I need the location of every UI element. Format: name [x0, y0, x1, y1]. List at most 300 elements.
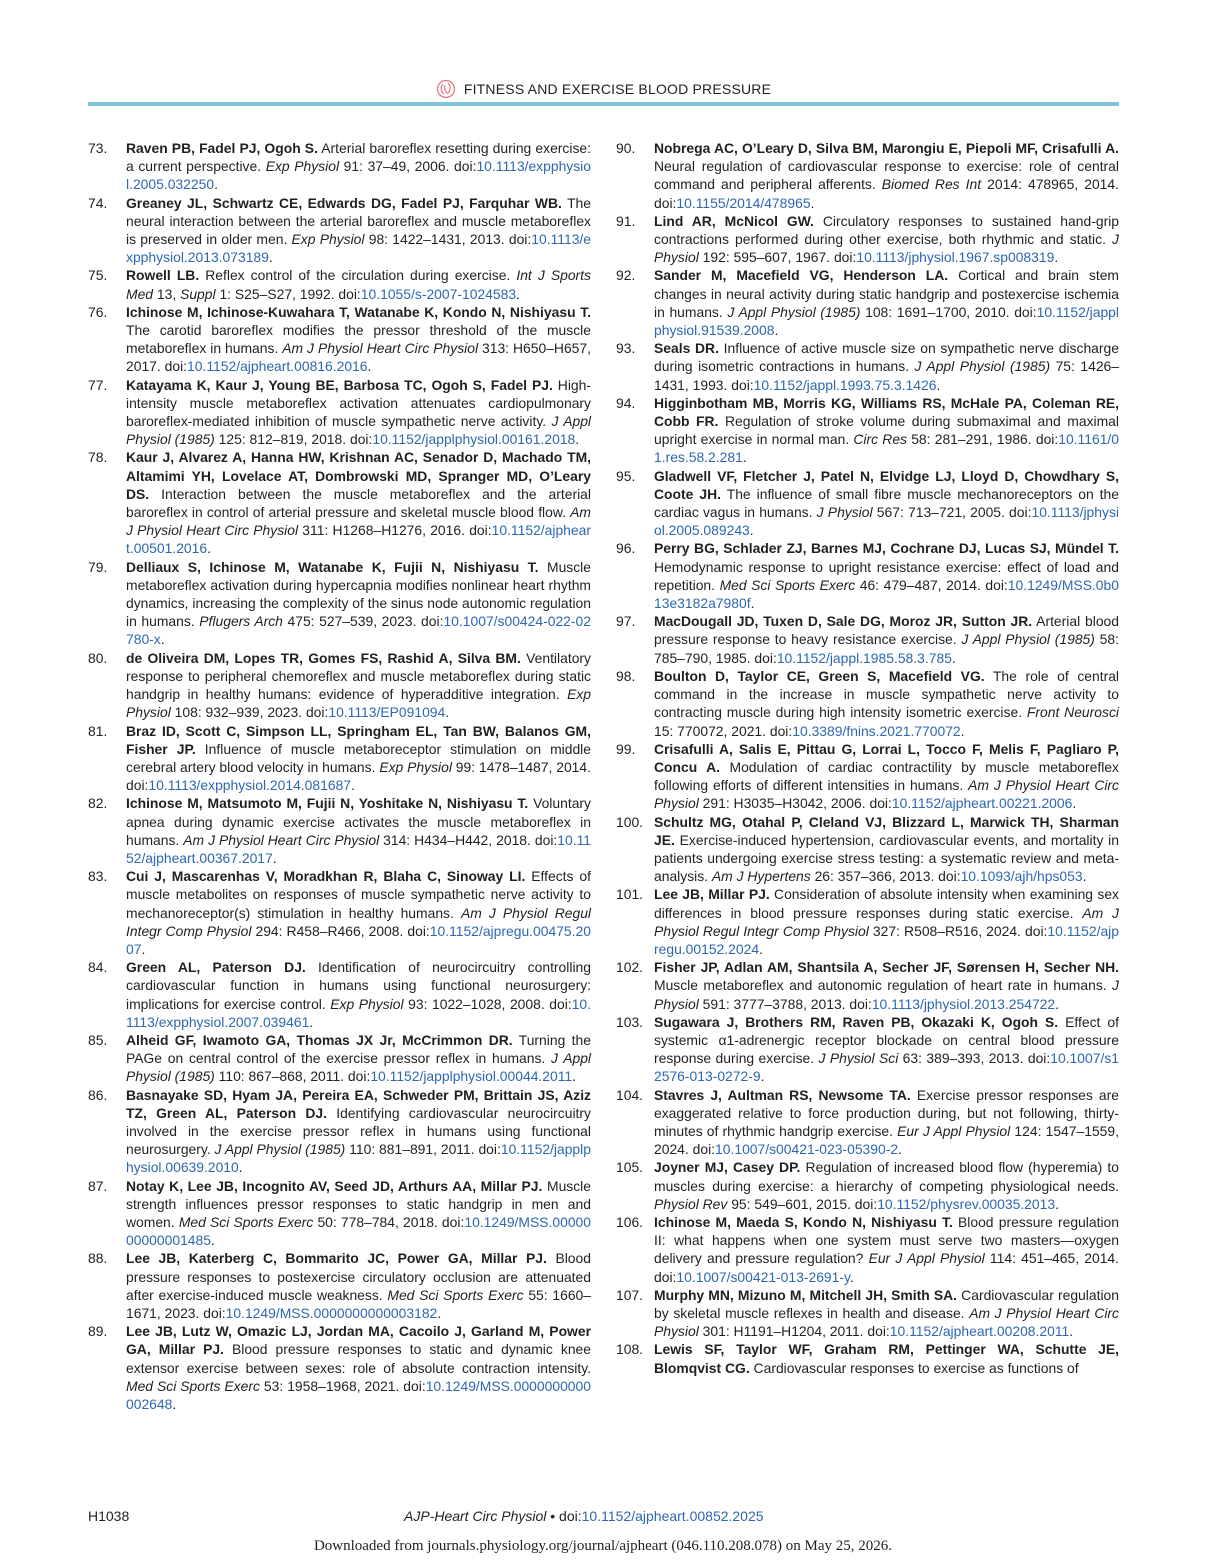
reference-journal: J Physiol Sci: [818, 1050, 899, 1067]
reference-text: [654, 212, 1119, 267]
reference-title: Consideration of absolute intensity when examining sex differences in blood pressure responses during static exercise.: [654, 886, 1119, 921]
journal-logo-icon: [436, 79, 456, 99]
reference-citation: 53: 1958–1968, 2021. doi:: [259, 1377, 426, 1394]
reference-item: [88, 1322, 591, 1413]
reference-title: Influence of active muscle size on sympathetic nerve discharge during isometric contractions in humans.: [654, 340, 1119, 375]
reference-number: 81.: [88, 722, 108, 739]
reference-number: 89.: [88, 1323, 108, 1340]
reference-authors: Green AL, Paterson DJ.: [126, 959, 306, 976]
reference-journal: J Physiol: [816, 504, 873, 521]
reference-end: .: [810, 194, 815, 211]
reference-end: .: [516, 285, 520, 302]
reference-title: Cardiovascular regulation by skeletal muscle reflexes in health and disease.: [654, 1286, 1119, 1321]
reference-doi-link[interactable]: 10.1152/japplphysiol.00161.2018: [372, 431, 576, 448]
reference-journal: Eur J Appl Physiol: [868, 1250, 985, 1267]
reference-citation: 124: 1547–1559, 2024. doi:: [654, 1122, 1119, 1158]
reference-journal: Circ Res: [853, 431, 907, 448]
reference-item: [616, 1086, 1119, 1159]
reference-journal: Exp Physiol: [330, 995, 404, 1012]
reference-end: .: [160, 631, 165, 648]
reference-number: 101.: [616, 886, 644, 903]
reference-authors: Katayama K, Kaur J, Young BE, Barbosa TC, Ogoh S, Fadel PJ.: [126, 376, 553, 393]
reference-title: Regulation of increased blood flow (hyperemia) to muscles during exercise: a hierarchy of competing physiological needs.: [654, 1159, 1119, 1194]
reference-item: [616, 394, 1119, 467]
reference-authors: Sander M, Macefield VG, Henderson LA.: [654, 267, 949, 284]
reference-text: [126, 649, 591, 722]
reference-end: .: [951, 649, 956, 666]
reference-authors: Basnayake SD, Hyam JA, Pereira EA, Schweder PM, Brittain JS, Aziz TZ, Green AL, Paterson DJ.: [126, 1086, 591, 1121]
reference-number: 106.: [616, 1213, 644, 1230]
reference-doi-link[interactable]: 10.1152/ajpheart.00816.2016: [187, 358, 368, 375]
reference-item: [616, 1158, 1119, 1213]
reference-authors: Sugawara J, Brothers RM, Raven PB, Okazaki K, Ogoh S.: [654, 1013, 1059, 1030]
reference-item: [616, 266, 1119, 339]
reference-item: [88, 558, 591, 649]
footer-separator: • doi:: [546, 1508, 582, 1524]
reference-authors: Ichinose M, Maeda S, Kondo N, Nishiyasu T.: [654, 1213, 953, 1230]
reference-citation: 110: 867–868, 2011. doi:: [214, 1068, 371, 1085]
reference-doi-link[interactable]: 10.1152/japplphysiol.91539.2008: [654, 303, 1119, 339]
reference-text: [126, 266, 591, 302]
reference-end: .: [1082, 868, 1087, 885]
reference-number: 103.: [616, 1013, 644, 1030]
reference-doi-link[interactable]: 10.1152/jappl.1985.58.3.785: [776, 649, 952, 666]
reference-text: [126, 1086, 591, 1177]
reference-end: .: [572, 1068, 577, 1085]
reference-doi-link[interactable]: 10.1152/physrev.00035.2013: [877, 1195, 1056, 1212]
reference-text: [654, 740, 1119, 813]
reference-authors: Perry BG, Schlader ZJ, Barnes MJ, Cochrane DJ, Lucas SJ, Mündel T.: [654, 540, 1119, 557]
reference-item: [616, 1340, 1119, 1376]
reference-journal: Biomed Res Int: [881, 176, 982, 193]
reference-title: High-intensity muscle metaboreflex activation attenuates cardiopulmonary baroreflex-mediated inhibition of muscle sympathetic nerve activity.: [126, 376, 591, 430]
reference-end: .: [760, 1068, 765, 1085]
reference-authors: Stavres J, Aultman RS, Newsome TA.: [654, 1086, 911, 1103]
reference-journal: Int J Sports Med: [126, 267, 591, 302]
reference-citation: 327: R508–R516, 2024. doi:: [868, 922, 1048, 939]
reference-number: 87.: [88, 1177, 108, 1194]
reference-item: [88, 1031, 591, 1086]
reference-journal: J Physiol: [654, 977, 1119, 1012]
reference-journal: J Appl Physiol (1985): [214, 1141, 346, 1158]
reference-citation: 591: 3777–3788, 2013. doi:: [698, 995, 872, 1012]
reference-doi-link[interactable]: 10.1249/MSS.0000000000001485: [126, 1213, 592, 1249]
reference-text: [654, 1086, 1119, 1159]
reference-end: .: [272, 849, 277, 866]
reference-citation: 93: 1022–1028, 2008. doi:: [403, 995, 572, 1012]
reference-number: 86.: [88, 1086, 108, 1103]
reference-doi-link[interactable]: 10.1007/s00421-013-2691-y: [676, 1268, 850, 1285]
reference-citation: 314: H434–H442, 2018. doi:: [379, 831, 558, 848]
reference-doi-link[interactable]: 10.1249/MSS.0000000000003182: [225, 1305, 438, 1321]
reference-citation: 95: 549–601, 2015. doi:: [727, 1195, 878, 1212]
reference-end: .: [1072, 795, 1077, 812]
reference-item: [88, 794, 591, 867]
reference-text: [126, 958, 591, 1031]
reference-journal: Am J Hypertens: [711, 868, 811, 885]
reference-item: [616, 467, 1119, 540]
reference-number: 80.: [88, 649, 108, 666]
reference-title: Reflex control of the circulation during exercise.: [199, 267, 517, 284]
reference-end: .: [1055, 1195, 1059, 1212]
reference-title: Interaction between the muscle metaboreflex and the arterial baroreflex in control of arterial pressure and skeletal muscle blood flow.: [126, 485, 591, 521]
download-notice: Downloaded from journals.physiology.org/journal/ajpheart (046.110.208.078) on May 25, 2026.: [313, 1538, 893, 1554]
reference-item: [616, 1013, 1119, 1086]
reference-journal: Exp Physiol: [291, 231, 365, 248]
reference-title: Blood pressure responses to static and dynamic knee extensor exercise between sexes: role of absolute contraction intensity.: [126, 1341, 591, 1376]
reference-number: 88.: [88, 1250, 108, 1267]
reference-item: [88, 266, 591, 302]
reference-number: 92.: [616, 267, 636, 284]
reference-title: Arterial blood pressure response to heavy resistance exercise.: [654, 613, 1119, 648]
reference-text: [654, 266, 1119, 339]
reference-text: [654, 139, 1119, 212]
reference-authors: Boulton D, Taylor CE, Green S, Macefield VG.: [654, 667, 985, 684]
reference-title: Muscle strength influences pressor responses to static handgrip in men and women.: [126, 1177, 591, 1230]
reference-text: [654, 1158, 1119, 1213]
reference-end: .: [849, 1268, 854, 1285]
reference-item: [616, 339, 1119, 394]
reference-citation: 2014: 478965, 2014. doi:: [654, 176, 1119, 211]
reference-citation: 63: 389–393, 2013. doi:: [898, 1050, 1051, 1067]
reference-item: [616, 539, 1119, 612]
reference-end: .: [759, 940, 763, 957]
reference-citation: 294: R458–R466, 2008. doi:: [251, 922, 430, 939]
reference-text: [654, 612, 1119, 667]
reference-doi-link[interactable]: 10.1113/jphysiol.1967.sp008319: [856, 249, 1055, 266]
reference-text: [126, 303, 591, 376]
reference-title: The neural interaction between the arterial baroreflex and muscle metaboreflex is preserved in older men.: [126, 194, 592, 248]
reference-journal: Front Neurosci: [1026, 704, 1119, 721]
reference-number: 85.: [88, 1031, 108, 1048]
reference-end: .: [1069, 1323, 1074, 1340]
reference-item: [88, 303, 591, 376]
reference-journal: Am J Physiol Regul Integr Comp Physiol: [126, 904, 592, 939]
reference-doi-link[interactable]: 10.1152/ajpregu.00475.2007: [126, 922, 591, 957]
reference-citation-cont: 1: S25–S27, 1992. doi:: [215, 285, 361, 302]
reference-title: Circulatory responses to sustained hand-grip contractions performed during other exercise, both rhythmic and static.: [654, 212, 1119, 248]
reference-text: [126, 722, 591, 795]
reference-text: [654, 1213, 1119, 1286]
reference-end: .: [214, 176, 218, 193]
reference-doi-link[interactable]: 10.1113/expphysiol.2007.039461: [126, 995, 591, 1030]
reference-citation: 50: 778–784, 2018. doi:: [313, 1213, 465, 1230]
reference-text: [126, 448, 591, 557]
reference-doi-link[interactable]: 10.1113/expphysiol.2014.081687: [148, 777, 352, 794]
reference-authors: Fisher JP, Adlan AM, Shantsila A, Secher JF, Sørensen H, Secher NH.: [654, 959, 1119, 976]
reference-text: [126, 1249, 591, 1322]
reference-text: [654, 958, 1119, 1013]
reference-title: Regulation of stroke volume during submaximal and maximal upright exercise in normal man.: [654, 413, 1119, 448]
reference-authors: MacDougall JD, Tuxen D, Sale DG, Moroz JR, Sutton JR.: [654, 613, 1033, 630]
reference-doi-link[interactable]: 10.1161/01.res.58.2.281: [654, 431, 1119, 466]
reference-end: .: [210, 1232, 215, 1249]
reference-doi-link[interactable]: 10.1093/ajh/hps053: [960, 868, 1083, 885]
reference-item: [616, 958, 1119, 1013]
reference-text: [654, 1340, 1119, 1376]
reference-title: Cardiovascular responses to exercise as functions of: [749, 1359, 1079, 1376]
reference-journal: Exp Physiol: [379, 758, 452, 775]
reference-doi-link[interactable]: 10.1113/jphysiol.2005.089243: [654, 504, 1119, 539]
reference-end: .: [750, 595, 755, 612]
reference-title: Turning the PAGe on central control of the exercise pressor reflex in humans.: [126, 1031, 591, 1067]
reference-item: [88, 448, 591, 557]
reference-doi-link[interactable]: 10.1152/ajpheart.00208.2011: [889, 1323, 1070, 1340]
reference-doi-link[interactable]: 10.1007/s00424-022-02780-x: [126, 613, 591, 648]
reference-journal: Am J Physiol Heart Circ Physiol: [282, 340, 479, 357]
reference-number: 73.: [88, 140, 108, 156]
reference-title: The role of central command in the increase in muscle sympathetic nerve activity to contracting muscle during high intensity isometric exercise.: [654, 667, 1120, 721]
reference-doi-link[interactable]: 10.1152/ajpheart.00367.2017: [126, 831, 591, 866]
reference-doi-link[interactable]: 10.3389/fnins.2021.770072: [792, 722, 961, 739]
reference-citation: 192: 595–607, 1967. doi:: [698, 249, 857, 266]
reference-citation: 46: 479–487, 2014. doi:: [855, 576, 1008, 593]
reference-citation: 55: 1660–1671, 2023. doi:: [126, 1286, 591, 1321]
reference-number: 91.: [616, 212, 636, 229]
reference-number: 100.: [616, 813, 644, 830]
reference-authors: Notay K, Lee JB, Incognito AV, Seed JD, Arthurs AA, Millar PJ.: [126, 1177, 543, 1194]
reference-title: Exercise-induced hypertension, cardiovascular events, and mortality in patients undergoing exercise stress testing: a systematic review and meta-analysis.: [654, 831, 1119, 885]
reference-doi-link[interactable]: 10.1152/jappl.1993.75.3.1426: [753, 376, 937, 393]
reference-citation: 13,: [153, 285, 181, 302]
reference-journal: Am J Physiol Heart Circ Physiol: [126, 504, 591, 539]
reference-number: 82.: [88, 795, 108, 812]
reference-title: Exercise pressor responses are exaggerated relative to force production during, but not following, thirty-minutes of rhythmic handgrip exercise.: [654, 1086, 1119, 1139]
reference-doi-link[interactable]: 10.1152/japplphysiol.00044.2011: [370, 1068, 573, 1085]
reference-number: 107.: [616, 1286, 644, 1303]
reference-number: 93.: [616, 340, 636, 357]
reference-doi-link[interactable]: 10.1113/expphysiol.2005.032250: [126, 158, 591, 193]
reference-doi-link[interactable]: 10.1113/expphysiol.2013.073189: [126, 231, 591, 266]
reference-citation: 301: H1191–H1204, 2011. doi:: [698, 1323, 890, 1340]
reference-authors: Lee JB, Lutz W, Omazic LJ, Jordan MA, Cacoilo J, Garland M, Power GA, Millar PJ.: [126, 1323, 591, 1358]
reference-citation: 110: 881–891, 2011. doi:: [345, 1141, 501, 1158]
header-title: FITNESS AND EXERCISE BLOOD PRESSURE: [463, 81, 772, 97]
reference-citation: 99: 1478–1487, 2014. doi:: [126, 758, 591, 794]
reference-citation: 15: 770072, 2021. doi:: [654, 722, 793, 739]
reference-number: 76.: [88, 303, 108, 320]
reference-item: [88, 867, 591, 958]
reference-text: [654, 885, 1119, 958]
reference-number: 79.: [88, 558, 108, 575]
reference-journal: J Physiol: [654, 231, 1119, 266]
reference-doi-link[interactable]: 10.1007/s12576-013-0272-9: [654, 1050, 1119, 1085]
reference-journal: Am J Physiol Regul Integr Comp Physiol: [654, 904, 1119, 939]
reference-title: Muscle metaboreflex activation during hypercapnia modifies nonlinear heart rhythm dynamics, increasing the complexity of the sinus node autonomic regulation in humans.: [126, 558, 591, 630]
reference-doi-link[interactable]: 10.1152/japplphysiol.00639.2010: [126, 1141, 591, 1176]
reference-end: .: [309, 1013, 314, 1030]
reference-text: [654, 667, 1119, 740]
reference-authors: Schultz MG, Otahal P, Cleland VJ, Blizzard L, Marwick TH, Sharman JE.: [654, 813, 1119, 848]
reference-title: Hemodynamic response to upright resistance exercise: effect of load and repetition.: [654, 558, 1119, 593]
reference-authors: Lee JB, Millar PJ.: [654, 886, 770, 903]
reference-citation: 567: 713–721, 2005. doi:: [872, 504, 1032, 521]
reference-supplement: Suppl: [180, 285, 216, 302]
reference-item: [88, 649, 591, 722]
reference-item: [88, 1086, 591, 1177]
reference-title: Effects of muscle metabolites on responses of muscle sympathetic nerve activity to mechanoreceptor(s) stimulation in healthy humans.: [126, 868, 591, 921]
reference-end: .: [172, 1396, 177, 1413]
reference-title: Influence of muscle metaboreceptor stimulation on middle cerebral artery blood velocity in humans.: [126, 740, 591, 775]
reference-item: [616, 139, 1119, 212]
reference-text: [654, 339, 1119, 394]
reference-title: The carotid baroreflex modifies the pressor threshold of the muscle metaboreflex in humans.: [126, 322, 591, 357]
reference-citation: 291: H3035–H3042, 2006. doi:: [698, 795, 892, 812]
reference-journal: Med Sci Sports Exerc: [387, 1286, 524, 1303]
reference-citation: 108: 932–939, 2023. doi:: [170, 704, 329, 721]
reference-text: [654, 539, 1119, 612]
reference-authors: Cui J, Mascarenhas V, Moradkhan R, Blaha C, Sinoway LI.: [126, 868, 526, 885]
reference-text: [126, 376, 591, 449]
reference-number: 102.: [616, 959, 644, 976]
reference-journal: Eur J Appl Physiol: [897, 1122, 1011, 1139]
reference-doi-link[interactable]: 10.1113/jphysiol.2013.254722: [871, 995, 1056, 1012]
reference-journal: J Appl Physiol (1985): [126, 1050, 592, 1085]
reference-authors: Murphy MN, Mizuno M, Mitchell JH, Smith SA.: [654, 1286, 958, 1303]
reference-number: 95.: [616, 467, 636, 484]
reference-doi-link[interactable]: 10.1152/ajpregu.00152.2024: [654, 922, 1119, 957]
reference-item: [616, 612, 1119, 667]
reference-title: Blood pressure regulation II: what happens when one system must serve two masters—oxygen delivery and pressure regulation?: [654, 1213, 1119, 1267]
reference-number: 96.: [616, 540, 636, 557]
reference-number: 99.: [616, 740, 636, 757]
reference-journal: Am J Physiol Heart Circ Physiol: [654, 1305, 1120, 1340]
reference-title: Blood pressure responses to postexercise circulatory occlusion are attenuated after exercise-induced muscle weakness.: [126, 1250, 591, 1303]
reference-doi-link[interactable]: 10.1152/ajpheart.00221.2006: [891, 795, 1073, 812]
reference-title: Voluntary apnea during dynamic exercise activates the muscle metaboreflex in humans.: [126, 795, 591, 848]
reference-journal: Med Sci Sports Exerc: [178, 1213, 314, 1230]
page-number: H1038: [88, 1508, 130, 1524]
reference-authors: Nobrega AC, O’Leary D, Silva BM, Marongiu E, Piepoli MF, Crisafulli A.: [654, 140, 1119, 156]
reference-title: Muscle metaboreflex and autonomic regulation of heart rate in humans.: [654, 977, 1113, 994]
reference-journal: J Appl Physiol (1985): [914, 358, 1051, 375]
reference-citation: 313: H650–H657, 2017. doi:: [126, 340, 591, 375]
reference-end: .: [445, 704, 450, 721]
reference-journal: J Appl Physiol (1985): [126, 413, 592, 448]
reference-journal: J Appl Physiol (1985): [727, 303, 861, 320]
reference-text: [654, 394, 1119, 467]
reference-end: .: [575, 431, 580, 448]
reference-authors: Braz ID, Scott C, Simpson LL, Springham EL, Tan BW, Balanos GM, Fisher JP.: [126, 722, 591, 757]
reference-doi-link[interactable]: 10.1155/2014/478965: [676, 194, 811, 211]
reference-end: .: [1055, 995, 1059, 1012]
reference-end: .: [960, 722, 965, 739]
reference-end: .: [1054, 249, 1059, 266]
reference-item: [88, 376, 591, 449]
reference-number: 97.: [616, 613, 636, 630]
reference-text: [126, 867, 591, 958]
reference-journal: Exp Physiol: [265, 158, 340, 175]
reference-number: 83.: [88, 868, 108, 885]
reference-text: [126, 1322, 591, 1413]
reference-text: [126, 1031, 591, 1086]
reference-text: [654, 1286, 1119, 1341]
reference-end: .: [742, 449, 747, 466]
references-right-column: [616, 139, 1119, 1377]
reference-title: Cortical and brain stem changes in neural activity during static handgrip and postexercise ischemia in humans.: [654, 267, 1120, 320]
reference-citation: 58: 281–291, 1986. doi:: [907, 431, 1059, 448]
reference-text: [654, 813, 1119, 886]
reference-journal: Am J Physiol Heart Circ Physiol: [183, 831, 380, 848]
reference-item: [616, 740, 1119, 813]
reference-number: 84.: [88, 959, 108, 976]
running-header: [88, 76, 1119, 102]
reference-citation: 26: 357–366, 2013. doi:: [810, 868, 961, 885]
reference-authors: Lee JB, Katerberg C, Bommarito JC, Power GA, Millar PJ.: [126, 1250, 547, 1267]
reference-end: .: [749, 522, 754, 539]
reference-title: Modulation of cardiac contractility by muscle metaboreflex following efforts of different intensities in humans.: [654, 758, 1119, 794]
reference-authors: Alheid GF, Iwamoto GA, Thomas JX Jr, McCrimmon DR.: [126, 1031, 513, 1048]
reference-number: 94.: [616, 394, 636, 411]
reference-authors: Higginbotham MB, Morris KG, Williams RS, McHale PA, Coleman RE, Cobb FR.: [654, 394, 1119, 430]
reference-number: 78.: [88, 449, 108, 466]
reference-title: The influence of small fibre muscle mechanoreceptors on the cardiac vagus in humans.: [654, 485, 1119, 521]
reference-item: [88, 1177, 591, 1250]
reference-authors: Lewis SF, Taylor WF, Graham RM, Pettinger WA, Schutte JE, Blomqvist CG.: [654, 1341, 1119, 1376]
reference-journal: Med Sci Sports Exerc: [719, 576, 856, 593]
reference-doi-link[interactable]: 10.1113/EP091094: [328, 704, 446, 721]
reference-item: [616, 667, 1119, 740]
reference-title: Ventilatory response to peripheral chemoreflex and muscle metaboreflex during static handgrip in healthy humans: evidence of hyperadditive integration.: [126, 649, 591, 703]
reference-authors: Joyner MJ, Casey DP.: [654, 1159, 801, 1176]
reference-text: [654, 1013, 1119, 1086]
reference-end: .: [207, 540, 211, 557]
reference-authors: Gladwell VF, Fletcher J, Patel N, Elvidge LJ, Lloyd D, Chowdhary S, Coote JH.: [654, 467, 1119, 502]
reference-end: .: [351, 777, 355, 794]
reference-citation: 311: H1268–H1276, 2016. doi:: [298, 522, 492, 539]
reference-number: 90.: [616, 140, 636, 156]
footer-citation: [404, 1508, 764, 1524]
reference-journal: Exp Physiol: [126, 686, 591, 721]
reference-citation: 475: 527–539, 2023. doi:: [282, 613, 444, 630]
header-rule: [88, 102, 1119, 106]
reference-number: 77.: [88, 376, 108, 393]
reference-citation: 125: 812–819, 2018. doi:: [214, 431, 373, 448]
reference-number: 104.: [616, 1086, 644, 1103]
reference-authors: Lind AR, McNicol GW.: [654, 212, 814, 229]
reference-text: [126, 794, 591, 867]
reference-number: 74.: [88, 194, 108, 211]
reference-text: [126, 558, 591, 649]
reference-citation: 91: 37–49, 2006. doi:: [339, 158, 477, 175]
reference-item: [616, 1213, 1119, 1286]
reference-journal: Pflugers Arch: [199, 613, 283, 630]
reference-doi-link[interactable]: 10.1152/ajpheart.00501.2016: [126, 522, 591, 557]
footer-doi-link[interactable]: 10.1152/ajpheart.00852.2025: [581, 1508, 764, 1524]
reference-end: .: [268, 249, 273, 266]
reference-authors: Seals DR.: [654, 340, 719, 357]
reference-number: 75.: [88, 267, 108, 284]
reference-text: [126, 194, 591, 267]
reference-journal: Am J Physiol Heart Circ Physiol: [654, 777, 1120, 812]
reference-title: Identification of neurocircuitry controlling cardiovascular function in humans using functional neurosurgery: implications for exercise control.: [126, 959, 591, 1012]
reference-text: [126, 1177, 591, 1250]
reference-citation: 108: 1691–1700, 2010. doi:: [860, 303, 1037, 320]
reference-citation: 98: 1422–1431, 2013. doi:: [364, 231, 532, 248]
reference-text: [126, 139, 591, 194]
reference-authors: Raven PB, Fadel PJ, Ogoh S.: [126, 140, 318, 156]
reference-item: [88, 194, 591, 267]
reference-doi-link[interactable]: 10.1055/s-2007-1024583: [360, 285, 517, 302]
reference-end: .: [774, 322, 779, 339]
reference-end: .: [238, 1159, 243, 1176]
reference-doi-link[interactable]: 10.1249/MSS.0b013e3182a7980f: [654, 576, 1119, 612]
reference-doi-link[interactable]: 10.1007/s00421-023-05390-2: [715, 1141, 899, 1158]
reference-item: [616, 885, 1119, 958]
reference-doi-link[interactable]: 10.1249/MSS.0000000000002648: [126, 1377, 591, 1413]
reference-title: Arterial baroreflex resetting during exercise: a current perspective.: [126, 140, 591, 175]
reference-authors: Ichinose M, Matsumoto M, Fujii N, Yoshitake N, Nishiyasu T.: [126, 795, 529, 812]
